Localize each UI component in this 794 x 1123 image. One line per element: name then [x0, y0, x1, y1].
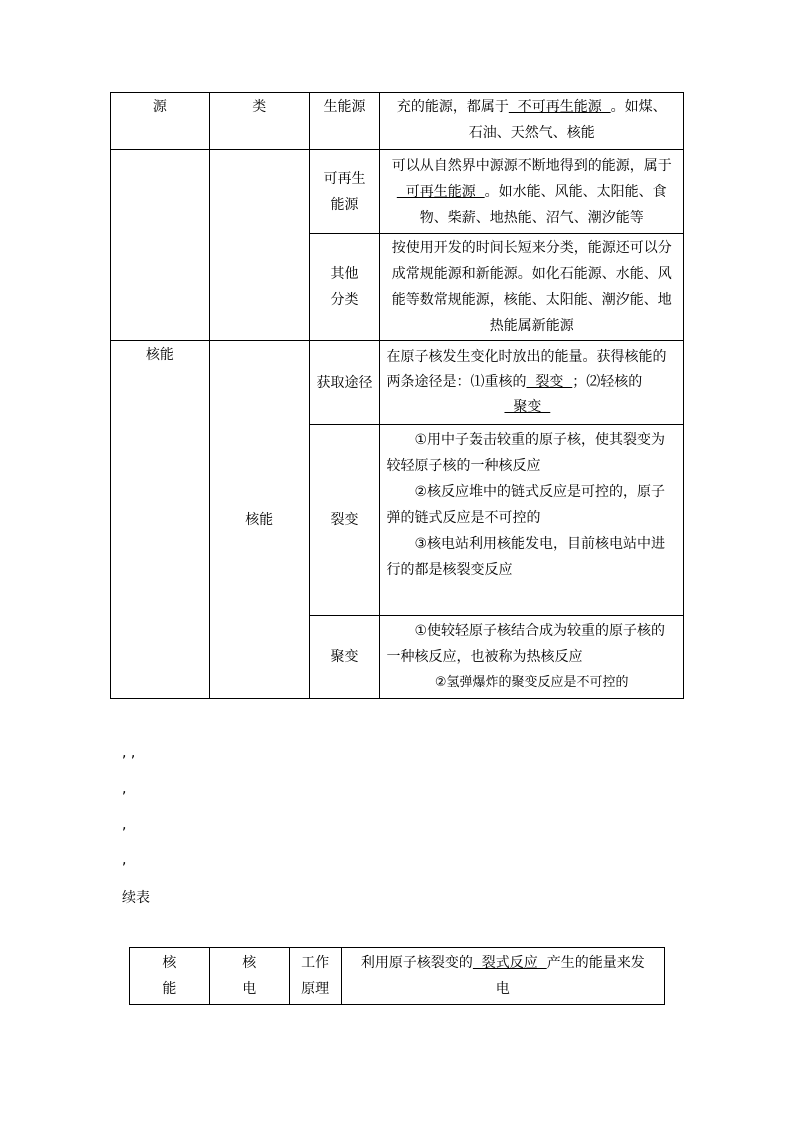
answer-blank: 裂变 [526, 374, 573, 390]
subcategory-cell: 裂变 [309, 425, 380, 616]
category-cell: 类 [209, 93, 309, 150]
description-cell: 在原子核发生变化时放出的能量。获得核能的 两条途径是：⑴重核的 裂变 ；⑵轻核的 聚变 [380, 341, 684, 425]
category-cell: 核能 [209, 341, 309, 699]
subcategory-cell: 生能源 [309, 93, 380, 150]
merged-cell [209, 150, 309, 341]
subcategory-cell: 可再生 能源 [309, 150, 380, 234]
description-cell: 可以从自然界中源源不断地得到的能源，属于 可再生能源 。如水能、风能、太阳能、食 物、柴薪、地热能、沼气、潮汐能等 [380, 150, 684, 234]
energy-table [110, 92, 684, 699]
description-cell: 充的能源，都属于 不可再生能源 。如煤、 石油、天然气、核能 [380, 93, 684, 150]
punctuation-line: , [122, 781, 127, 797]
description-cell: 利用原子核裂变的 裂式反应 产生的能量来发 电 [341, 948, 664, 1005]
answer-blank: 可再生能源 [396, 183, 485, 200]
punctuation-line: , , [122, 745, 136, 761]
category-cell: 源 [111, 93, 210, 150]
description-cell: 按使用开发的时间长短来分类，能源还可以分 成常规能源和新能源。如化石能源、水能、风 能等数常规能源，核能、太阳能、潮汐能、地 热能属新能源 [380, 234, 684, 341]
category-cell: 核 能 [130, 948, 210, 1005]
category-cell: 核 电 [209, 948, 289, 1005]
table-row [130, 948, 665, 1005]
punctuation-line: , [122, 817, 127, 833]
answer-blank: 不可再生能源 [508, 99, 611, 115]
table-row [111, 93, 684, 150]
description-cell: ①使较轻原子核结合成为较重的原子核的 一种核反应，也被称为热核反应 ②氢弹爆炸的聚变反应是不可控的 [380, 616, 684, 699]
continued-table [129, 947, 665, 1005]
punctuation-line: , [122, 852, 127, 868]
merged-cell [111, 150, 210, 341]
table-row [111, 150, 684, 234]
subcategory-cell: 聚变 [309, 616, 380, 699]
subcategory-cell: 工作 原理 [289, 948, 341, 1005]
description-cell: ①用中子轰击较重的原子核，使其裂变为 较轻原子核的一种核反应 ②核反应堆中的链式反应是可控的，原子 弹的链式反应是不可控的 ③核电站利用核能发电，目前核电站中进 行的都是核裂变反应 [380, 425, 684, 616]
continued-table-label: 续表 [122, 890, 150, 906]
subcategory-cell: 获取途径 [309, 341, 380, 425]
subcategory-cell: 其他 分类 [309, 234, 380, 341]
category-cell: 核能 [111, 341, 210, 699]
answer-blank: 裂式反应 [472, 955, 547, 971]
answer-blank: 聚变 [504, 399, 551, 415]
table-row [111, 341, 684, 425]
